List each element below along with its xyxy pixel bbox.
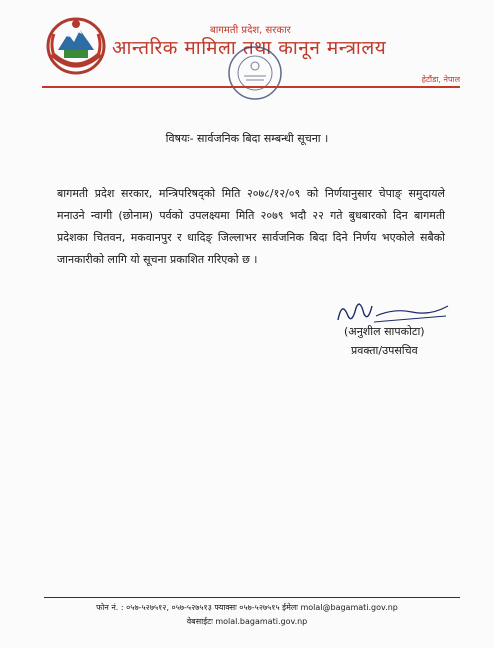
nepal-emblem-icon [44,14,108,76]
footer-divider [44,597,460,598]
official-stamp-icon [226,44,284,102]
ministry-title: आन्तरिक मामिला तथा कानून मन्त्रालय [112,37,387,59]
signatory-name: (अनुशील सापकोटा) [344,325,425,338]
footer-website: वेबसाईटः molal.bagamati.gov.np [186,617,308,626]
signatory-title: प्रवक्ता/उपसचिव [351,344,418,357]
subject-line: विषयः- सार्वजनिक बिदा सम्बन्धी सूचना । [165,132,329,145]
footer-contact: फोन नं. : ०५७-५२७५१२, ०५७-५२७५१३ फ्याक्सः ०५७-५२७५१५ ईमेलः molal@bagamati.gov.np [96,603,398,612]
government-name: बागमती प्रदेश, सरकार [210,25,291,36]
notice-body: बागमती प्रदेश सरकार, मन्त्रिपरिषद्को मिति २०७८/१२/०९ को निर्णयानुसार चेपाङ् समुदायले मनाउने न्वागी (छोनाम) पर्वको उपलक्ष्यमा मिति २०७९ भदौ २२ गते बुधबारको दिन बागमती प्रदेशका चितवन, मकवानपुर र धादिङ् जिल्लाभर सार्वजनिक बिदा दिने निर्णय भएकोले सबैको जानकारीको लागि यो सूचना प्रकाशित गरिएको छ । [57,187,445,266]
place-name: हेटौंडा, नेपाल [421,75,460,84]
letterhead-divider [42,86,460,88]
